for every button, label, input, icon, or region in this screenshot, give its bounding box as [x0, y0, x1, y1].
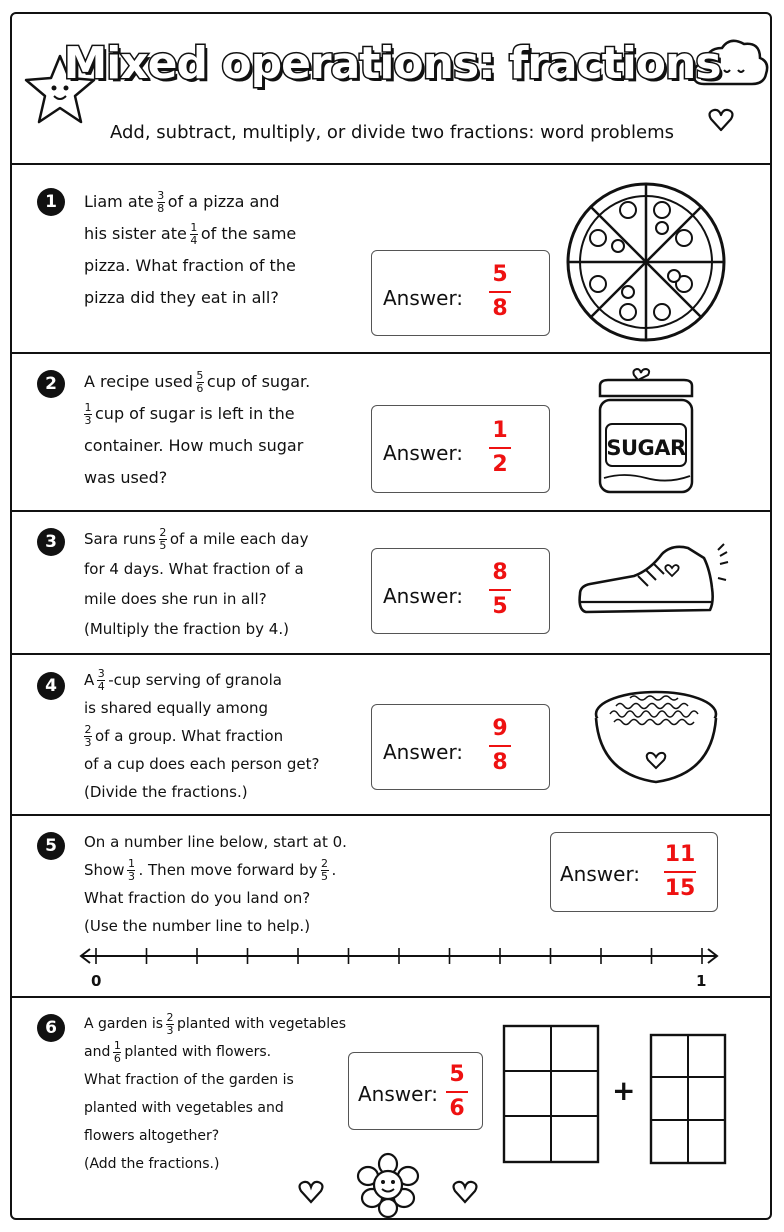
problem-number-5: 5: [37, 832, 65, 860]
garden-grid-sixths: [650, 1034, 726, 1164]
answer-label: Answer:: [383, 441, 464, 465]
fraction: $\frac{1}{3}$: [84, 401, 92, 427]
problem-number-1: 1: [37, 188, 65, 216]
problem-number-3: 3: [37, 528, 65, 556]
sugar-label: SUGAR: [606, 436, 686, 460]
problem-6-text: A garden is $\frac{2}{3}$ planted with vegetables and $\frac{1}{6}$ planted with flowers. What fraction of the garden is planted with vegetables and flowers altogether? (Add the fractions.): [84, 1010, 346, 1172]
section-divider: [11, 510, 771, 512]
fraction: $\frac{3}{8}$: [157, 189, 165, 215]
answer-fraction-2: 1 2: [487, 418, 513, 478]
fraction: $\frac{2}{5}$: [321, 857, 329, 883]
answer-fraction-5: 11 15: [664, 842, 696, 901]
section-divider: [11, 163, 771, 165]
number-line-start-label: 0: [91, 972, 102, 990]
sneaker-icon: [572, 540, 732, 624]
fraction: $\frac{2}{3}$: [166, 1010, 174, 1037]
problem-1-text: Liam ate $\frac{3}{8}$ of a pizza and his sister ate $\frac{1}{4}$ of the same pizza. What fraction of the pizza did they eat in all?: [84, 189, 297, 307]
section-divider: [11, 653, 771, 655]
number-line: [78, 944, 722, 974]
flower-icon: [352, 1152, 424, 1218]
heart-icon: [452, 1180, 478, 1204]
fraction: $\frac{2}{3}$: [84, 723, 92, 749]
page-subtitle: Add, subtract, multiply, or divide two fractions: word problems: [110, 122, 674, 143]
answer-label: Answer:: [358, 1082, 439, 1106]
answer-fraction-1: 5 8: [487, 262, 513, 322]
section-divider: [11, 814, 771, 816]
problem-number-6: 6: [37, 1014, 65, 1042]
problem-3-text: Sara runs $\frac{2}{5}$ of a mile each day for 4 days. What fraction of a mile does she run in all? (Multiply the fraction by 4.): [84, 526, 309, 638]
problem-5-text: On a number line below, start at 0. Show $\frac{1}{3}$ . Then move forward by $\frac{2}{5}$ . What fraction do you land on? (Use the number line to help.): [84, 833, 347, 935]
number-line-end-label: 1: [696, 972, 707, 990]
page-title: Mixed operations: fractions: [63, 38, 721, 89]
garden-grid-thirds: [503, 1025, 599, 1163]
plus-sign: +: [612, 1074, 636, 1107]
answer-label: Answer:: [560, 862, 641, 886]
answer-label: Answer:: [383, 286, 464, 310]
fraction: $\frac{2}{5}$: [159, 526, 167, 552]
answer-label: Answer:: [383, 584, 464, 608]
problem-4-text: A $\frac{3}{4}$ -cup serving of granola is shared equally among $\frac{2}{3}$ of a group. What fraction of a cup does each person get? (Divide the fractions.): [84, 667, 320, 801]
section-divider: [11, 352, 771, 354]
section-divider: [11, 996, 771, 998]
fraction: $\frac{5}{6}$: [196, 369, 204, 395]
answer-label: Answer:: [383, 740, 464, 764]
sugar-jar-icon: [594, 366, 698, 496]
problem-number-2: 2: [37, 370, 65, 398]
fraction: $\frac{1}{6}$: [113, 1038, 121, 1065]
fraction: $\frac{1}{4}$: [190, 221, 198, 247]
granola-bowl-icon: [590, 684, 722, 788]
answer-fraction-4: 9 8: [487, 716, 513, 776]
pizza-icon: [564, 180, 728, 344]
fraction: $\frac{3}{4}$: [97, 667, 105, 693]
problem-number-4: 4: [37, 672, 65, 700]
answer-fraction-6: 5 6: [444, 1062, 470, 1122]
problem-2-text: A recipe used $\frac{5}{6}$ cup of sugar. $\frac{1}{3}$ cup of sugar is left in the container. How much sugar was used?: [84, 369, 311, 487]
fraction: $\frac{1}{3}$: [127, 857, 135, 883]
answer-fraction-3: 8 5: [487, 560, 513, 620]
heart-icon: [298, 1180, 324, 1204]
